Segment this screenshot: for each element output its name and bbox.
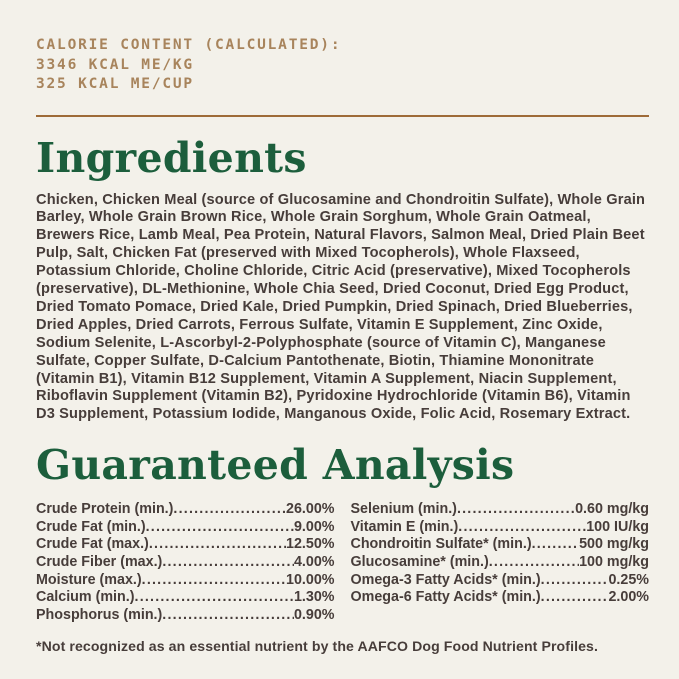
nutrient-value: 0.60 mg/kg — [575, 501, 649, 518]
nutrient-value: 0.90% — [293, 606, 335, 623]
analysis-row-omega-6 — [351, 589, 650, 607]
aafco-footnote: *Not recognized as an essential nutrient by the AAFCO Dog Food Nutrient Profiles. — [36, 638, 598, 655]
analysis-row-crude-fat-min — [36, 519, 335, 537]
nutrient-value: 2.00% — [608, 589, 649, 606]
nutrient-label: Crude Fiber (max.) — [36, 554, 163, 571]
calorie-kcal-per-cup: 325 KCAL ME/CUP — [36, 76, 194, 92]
section-divider — [36, 115, 649, 117]
analysis-row-crude-fat-max — [36, 536, 335, 554]
nutrient-value: 100 IU/kg — [586, 518, 649, 535]
nutrient-label: Chondroitin Sulfate* (min.) — [350, 536, 532, 553]
analysis-left-column — [36, 501, 335, 624]
nutrient-label: Calcium (min.) — [36, 589, 135, 606]
nutrient-label: Omega-3 Fatty Acids* (min.) — [350, 571, 541, 588]
dot-leader — [489, 554, 579, 572]
nutrient-value: 500 mg/kg — [579, 536, 649, 553]
analysis-row-selenium — [351, 501, 650, 519]
nutrient-label: Crude Fat (max.) — [36, 536, 149, 553]
analysis-row-calcium — [36, 589, 335, 607]
nutrient-label: Phosphorus (min.) — [36, 606, 163, 623]
nutrient-value: 10.00% — [286, 571, 335, 588]
nutrient-value: 12.50% — [286, 536, 335, 553]
nutrient-value: 1.30% — [293, 589, 335, 606]
dot-leader — [532, 536, 579, 554]
analysis-row-chondroitin-sulfate — [351, 536, 650, 554]
calorie-content-title: CALORIE CONTENT (CALCULATED): — [36, 37, 342, 53]
nutrient-label: Moisture (max.) — [36, 571, 142, 588]
calorie-kcal-per-kg: 3346 KCAL ME/KG — [36, 56, 194, 73]
calorie-content-block — [36, 36, 649, 95]
analysis-row-omega-3 — [351, 572, 650, 590]
dot-leader — [149, 536, 286, 554]
nutrient-label: Vitamin E (min.) — [350, 518, 459, 535]
dot-leader — [457, 501, 575, 519]
nutrient-label: Crude Protein (min.) — [36, 501, 174, 518]
dot-leader — [146, 519, 294, 537]
analysis-row-vitamin-e — [351, 519, 650, 537]
dot-leader — [173, 501, 286, 519]
dot-leader — [162, 554, 294, 572]
nutrient-label: Crude Fat (min.) — [36, 518, 146, 535]
dot-leader — [458, 519, 586, 537]
nutrient-label: Omega-6 Fatty Acids* (min.) — [350, 589, 541, 606]
nutrient-value: 100 mg/kg — [579, 554, 649, 571]
guaranteed-analysis-table — [36, 501, 649, 624]
nutrient-label: Selenium (min.) — [350, 501, 457, 518]
nutrient-value: 26.00% — [286, 501, 335, 518]
analysis-right-column — [351, 501, 650, 624]
dot-leader — [135, 589, 294, 607]
dot-leader — [142, 572, 286, 590]
analysis-row-phosphorus — [36, 607, 335, 625]
analysis-row-moisture — [36, 572, 335, 590]
nutrient-value: 0.25% — [608, 571, 649, 588]
nutrient-value: 9.00% — [293, 518, 335, 535]
ingredients-heading: Ingredients — [36, 133, 307, 182]
guaranteed-analysis-heading: Guaranteed Analysis — [36, 441, 515, 490]
nutrient-label: Glucosamine* (min.) — [350, 554, 489, 571]
ingredients-text: Chicken, Chicken Meal (source of Glucosamine and Chondroitin Sulfate), Whole Grain Barley, Whole Grain Brown Rice, Whole Grain Sorghum, Whole Grain Oatmeal, Brewers Rice, Lamb Meal, Pea Protein, Natural Flavors, Salmon Meal, Dried Plain Beet Pulp, Salt, Chicken Fat (preserved with Mixed Tocopherols), Whole Flaxseed, Potassium Chloride, Choline Chloride, Citric Acid (preservative), Mixed Tocopherols (preservative), DL-Methionine, Whole Chia Seed, Dried Coconut, Dried Egg Product, Dried Tomato Pomace, Dried Kale, Dried Pumpkin, Dried Spinach, Dried Blueberries, Dried Apples, Dried Carrots, Ferrous Sulfate, Vitamin E Supplement, Zinc Oxide, Sodium Selenite, L-Ascorbyl-2-Polyphosphate (source of Vitamin C), Manganese Sulfate, Copper Sulfate, D-Calcium Pantothenate, Biotin, Thiamine Mononitrate (Vitamin B1), Vitamin B12 Supplement, Vitamin A Supplement, Niacin Supplement, Riboflavin Supplement (Vitamin B2), Pyridoxine Hydrochloride (Vitamin B6), Vitamin D3 Supplement, Potassium Iodide, Manganous Oxide, Folic Acid, Rosemary Extract. — [36, 191, 646, 423]
dot-leader — [541, 572, 609, 590]
nutrient-value: 4.00% — [293, 554, 335, 571]
analysis-row-crude-protein — [36, 501, 335, 519]
dot-leader — [162, 607, 294, 625]
analysis-row-crude-fiber — [36, 554, 335, 572]
dot-leader — [541, 589, 609, 607]
analysis-row-glucosamine — [351, 554, 650, 572]
